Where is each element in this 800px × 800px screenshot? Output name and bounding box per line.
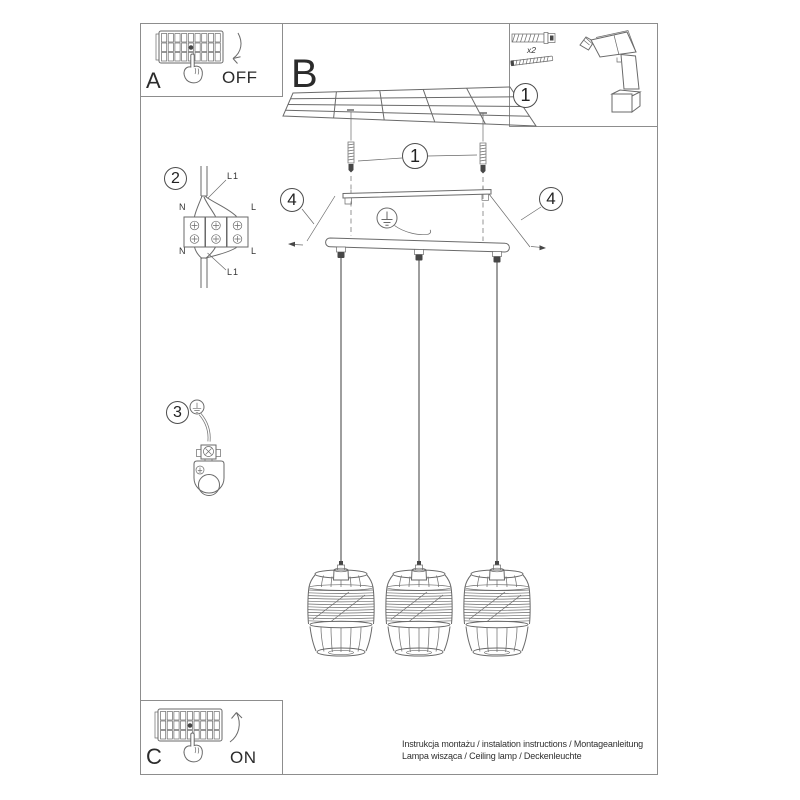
callout-tools: 1 (513, 83, 538, 108)
anchor-quantity-label: x2 (527, 45, 536, 55)
callout-ground: 3 (166, 401, 189, 424)
section-c-label: C (146, 744, 162, 769)
terminal-top-l-label: L (251, 202, 257, 212)
terminal-top-l1-label: L1 (227, 171, 240, 181)
drill-icon (580, 31, 640, 113)
on-label: ON (230, 748, 257, 767)
ceiling-grid (283, 87, 536, 126)
terminal-top-n-label: N (179, 202, 186, 212)
section-a-label: A (146, 68, 161, 93)
ground-clamp-diagram (190, 400, 224, 496)
cable-gland-right-icon (493, 252, 502, 263)
pendant-lamp-right (464, 561, 530, 656)
footer-line-1: Instrukcja montażu / instalation instructions / Montageanleitung (402, 739, 644, 749)
mounting-rail (343, 187, 491, 205)
terminal-bottom-n-label: N (179, 246, 186, 256)
breaker-panel-a-icon (156, 31, 223, 63)
footer-line-2: Lampa wisząca / Ceiling lamp / Deckenleuchte (402, 751, 582, 761)
suspension-cables (341, 258, 497, 561)
mounting-screw-left-icon (348, 112, 354, 173)
terminal-bottom-l1-label: L1 (227, 267, 240, 277)
alignment-dashed-lines (351, 176, 483, 241)
arrow-on-icon (230, 713, 242, 743)
callout-canopy-right: 4 (539, 187, 563, 211)
callout-terminal: 2 (164, 167, 187, 190)
screw-icon (511, 56, 553, 67)
wall-plug-icon (512, 33, 555, 44)
callout-canopy-left: 4 (280, 188, 304, 212)
arrow-off-icon (233, 33, 241, 64)
breaker-panel-c-icon (155, 709, 222, 741)
pendant-lamp-middle (386, 561, 452, 656)
callout-screws: 1 (402, 143, 428, 169)
cable-gland-middle-icon (415, 250, 424, 261)
ground-symbol-icon (377, 208, 431, 235)
cable-gland-left-icon (337, 247, 346, 258)
off-label: OFF (222, 68, 258, 87)
section-b-label: B (291, 52, 318, 96)
pendant-lamp-left (308, 561, 374, 656)
terminal-bottom-l-label: L (251, 246, 257, 256)
